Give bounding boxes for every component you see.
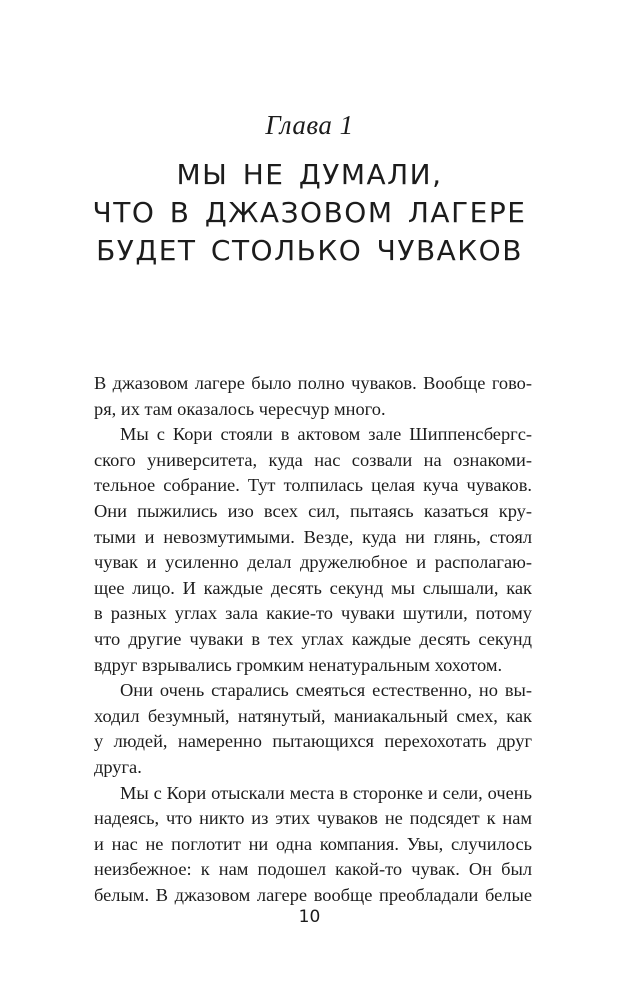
text-line: ря, их там оказалось чересчур много. — [94, 398, 386, 419]
text-line: Мы с Кори стояли в актовом зале Шиппенсбергс- — [120, 424, 532, 445]
text-line: Мы с Кори отыскали места в сторонке и сели, очень — [120, 782, 532, 803]
text-line: тельное собрание. Тут толпилась целая куча чуваков. — [94, 475, 532, 496]
text-line: что другие чуваки в тех углах каждые десять секунд — [94, 628, 532, 649]
chapter-label: Глава 1 — [265, 110, 354, 140]
text-line: тыми и невозмутимыми. Везде, куда ни глянь, стоял — [94, 526, 532, 547]
text-line: чувак и усиленно делал дружелюбное и располагаю- — [94, 552, 532, 573]
chapter-title — [0, 156, 619, 270]
chapter-title-line: МЫ НЕ ДУМАЛИ, — [176, 158, 443, 191]
text-line: ского университета, куда нас созвали на ознакоми- — [94, 449, 532, 470]
text-line: в разных углах зала какие-то чуваки шутили, потому — [94, 603, 532, 624]
text-line: неизбежное: к нам подошел какой-то чувак. Он был — [94, 859, 532, 880]
text-line: Они очень старались смеяться естественно, но вы- — [120, 680, 532, 701]
body-text — [94, 371, 532, 908]
chapter-title-line: ЧТО В ДЖАЗОВОМ ЛАГЕРЕ — [92, 196, 527, 229]
text-line: друга. — [94, 756, 142, 777]
chapter-title-line: БУДЕТ СТОЛЬКО ЧУВАКОВ — [96, 234, 523, 267]
text-line: надеясь, что никто из этих чуваков не подсядет к нам — [94, 808, 532, 829]
text-line: Они пыжились изо всех сил, пытаясь казаться кру- — [94, 500, 532, 521]
text-line: и нас не поглотит ни одна компания. Увы, случилось — [94, 833, 532, 854]
text-line: щее лицо. И каждые десять секунд мы слышали, как — [94, 577, 532, 598]
page-number: 10 — [298, 907, 321, 927]
text-line: вдруг взрывались громким ненатуральным хохотом. — [94, 654, 503, 675]
text-line: В джазовом лагере было полно чуваков. Вообще гово- — [94, 373, 532, 393]
text-line: белым. В джазовом лагере вообще преобладали белые — [94, 884, 532, 905]
text-line: ходил безумный, натянутый, маниакальный смех, как — [94, 705, 532, 726]
text-line: у людей, намеренно пытающихся перехохотать друг — [94, 731, 532, 752]
